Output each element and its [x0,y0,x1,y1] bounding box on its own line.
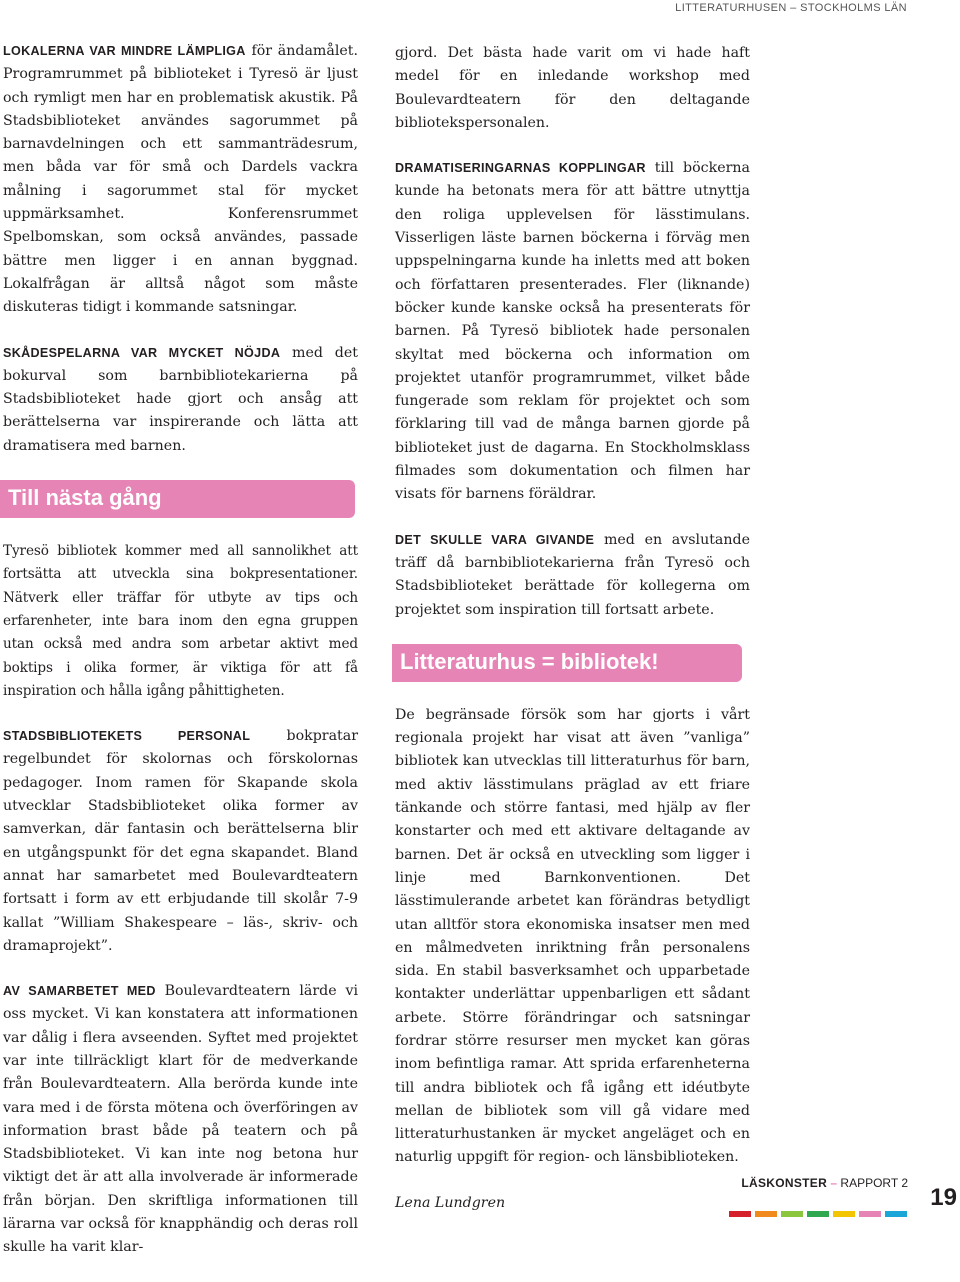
lead-in: LOKALERNA VAR MINDRE LÄMPLIGA [3,44,246,58]
paragraph [395,157,750,506]
paragraph [3,540,358,703]
report-label: RAPPORT 2 [840,1176,908,1190]
paragraph [395,529,750,622]
paragraph [395,42,750,135]
color-stripe [833,1211,855,1217]
body-text: för ändamålet. Programrummet på biblioteket i Tyresö är ljust och rymligt men har en problematisk akustik. På Stadsbiblioteket användes sagorummet på barnavdelningen och ett sammanträdesrum, men båda var för små och Dardels vackra målning i sagorummet stal för mycket uppmärksamhet. Konferensrummet Spelbomskan, som också användes, passade bättre men ligger i en annan byggnad. Lokalfrågan är alltså något som måste diskuteras tidigt i kommande satsningar. [3,43,358,316]
color-stripe [755,1211,777,1217]
lead-in: SKÅDESPELARNA VAR MYCKET NÖJDA [3,345,281,360]
body-text: bokpratar regelbundet för skolornas och förskolornas pedagoger. Inom ramen för Skapande skola utvecklar Stadsbiblioteket olika former av samverkan, där fantasin och berättelserna blir en utgångspunkt för det egna skapandet. Bland annat har samarbetet med Boulevardteatern fortsatt i form av ett erbjudande till skolår 7-9 kallat ”William Shakespeare – läs-, skriv- och dramaprojekt”. [3,728,358,954]
color-stripe [807,1211,829,1217]
paragraph [3,725,358,958]
lead-in: DRAMATISERINGARNAS KOPPLINGAR [395,161,646,176]
body-text: med det bokurval som barnbibliotekarierna på Stadsbiblioteket hade gjort och ansåg att berättelserna var inspirerande och lätta att dramatisera med barnen. [3,344,358,454]
body-text: med en avslutande träff då barnbibliotekarierna från Tyresö och Stadsbiblioteket berättade för kollegerna om projektet som inspiration till fortsatt arbete. [395,531,751,618]
lead-in: AV SAMARBETET MED [3,984,156,999]
running-head: LITTERATURHUSEN – STOCKHOLMS LÄN [675,2,907,14]
color-stripes [729,1211,907,1217]
footer-publication [741,1176,908,1190]
color-stripe [729,1211,751,1217]
color-stripe [885,1211,907,1217]
paragraph [3,342,358,458]
body-text: De begränsade försök som har gjorts i vårt regionala projekt har visat att även ”vanliga” bibliotek kan utvecklas till litteraturhus för barn, med aktiv lässtimulans präglad av ett friare tänkande och större fantasi, med hjälp av fler konstarter och med ett aktivare deltagande av barnen. Det är också en utveckling som ligger i linje med Barnkonventionen. Det lässtimulerande arbetet kan förändras betydligt utan alltför stora ekonomiska insatser men med en målmedveten inriktning från personalens sida. En stabil basverksamhet och upparbetade kontakter underlättar uppenbarligen ett sådant arbete. Större förändringar och satsningar fordrar större resurser men mycket kan göras inom befintliga ramar. Att sprida erfarenheterna till andra bibliotek och få igång ett idéutbyte mellan de bibliotek som vill gå vidare med litteraturhustanken är mycket angeläget och en naturlig uppgift för region- och länsbiblioteken. [395,706,750,1166]
color-stripe [859,1211,881,1217]
paragraph [3,980,358,1260]
left-column [3,40,358,1282]
page-number: 19 [930,1184,957,1211]
signature: Lena Lundgren [395,1194,506,1211]
publication-name: LÄSKONSTER [741,1176,828,1190]
color-stripe [781,1211,803,1217]
section-heading: Till nästa gång [0,480,355,518]
right-column [395,42,750,1237]
body-text: Tyresö bibliotek kommer med all sannolikhet att fortsätta att utveckla sina bokpresentationer. Nätverk eller träffar för utbyte av tips och erfarenheter, inte bara inom den egna gruppen utan också med andra som arbetar aktivt med boktips i olika former, är viktiga för att få inspiration och hålla igång påhittigheten. [3,543,358,699]
lead-in: STADSBIBLIOTEKETS PERSONAL [3,729,251,744]
footer-separator: – [827,1176,841,1190]
body-text: Boulevardteatern lärde vi oss mycket. Vi kan konstatera att informationen var dålig i flera avseenden. Syftet med projektet var inte tillräckligt klart för de medverkande från Boulevardteatern. Alla berörda kunde inte vara med i de första mötena och överföringen av information brast både på teatern och på Stadsbiblioteket. Vi kan inte nog betona hur viktigt det är att alla involverade är informerade från början. Den skriftliga informationen till lärarna var också för knapphändig och deras roll skulle ha varit klar- [3,983,358,1256]
paragraph [395,704,750,1170]
body-text: gjord. Det bästa hade varit om vi hade haft medel för en inledande workshop med Boulevardteatern för den deltagande bibliotekspersonalen. [395,45,750,131]
section-heading: Litteraturhus = bibliotek! [392,644,742,682]
lead-in: DET SKULLE VARA GIVANDE [395,532,595,547]
paragraph [3,40,358,320]
body-text: till böckerna kunde ha betonats mera för att bättre utnyttja den roliga upplevelsen för lässtimulans. Visserligen läste barnen böckerna i förväg men uppspelningarna kunde ha inletts med att boken och författaren presenterades. Fler (liknande) böcker kunde kanske också ha presenterats för barnen. På Tyresö bibliotek hade personalen skyltat med böckerna och information om projektet utanför programrummet, vilket både fungerade som reklam för projektet och som förklaring till vad de många barnen gjorde på biblioteket just de dagarna. En Stockholmsklass filmades som dokumentation och filmen har visats för barnens föräldrar. [395,160,750,503]
